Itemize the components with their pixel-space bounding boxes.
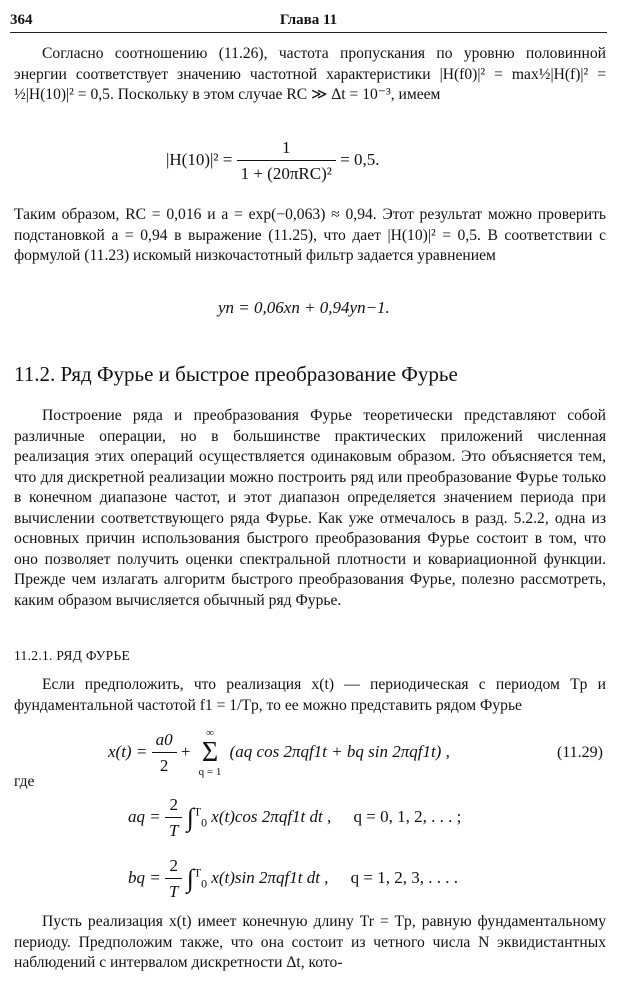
paragraph-2-text: Таким образом, RC = 0,016 и a = exp(−0,063) ≈ 0,94. Этот результат можно проверить подстановкой a = 0,94 в выражение (11.25), что дает |H(10)|² = 0,5. В соответствии с формулой (11.23) искомый низкочастотный фильтр задается уравнением [14, 206, 606, 264]
equation-5-denominator: T [168, 882, 179, 901]
paragraph-5-text: Пусть реализация x(t) имеет конечную длину Tr = Tp, равную фундаментальному периоду. Предположим также, что она состоит из четного числа N эквидистантных наблюдений с интервалом дискретности Δt, кото- [14, 913, 606, 971]
paragraph-1-text: Согласно соотношению (11.26), частота пропускания по уровню половинной энергии соответствует значению частотной характеристики |H(f0)|² = max½|H(f)|² = ½|H(10)|² = 0,5. Поскольку в этом случае RC ≫ Δt = 10⁻³, имеем [14, 45, 606, 103]
equation-number: (11.29) [556, 744, 603, 761]
equation-5-lhs: bq = [128, 867, 161, 887]
equation-4-fraction [165, 795, 182, 841]
equation-3 [108, 728, 450, 778]
equation-3-numerator: a0 [152, 730, 177, 753]
where-label: где [14, 773, 35, 790]
paragraph-4 [14, 675, 606, 716]
integral-symbol: ∫ [186, 864, 194, 893]
equation-5 [128, 856, 458, 902]
equation-3-fraction [152, 730, 177, 776]
equation-5-fraction [165, 856, 182, 902]
equation-4-body: x(t)cos 2πqf1t dt , [211, 806, 332, 826]
equation-1 [166, 138, 379, 184]
integral-lower-limit: 0 [201, 815, 208, 830]
equation-5-numerator: 2 [165, 856, 182, 879]
integral-upper-limit: T [193, 865, 202, 880]
paragraph-5 [14, 912, 606, 974]
equation-1-fraction [237, 138, 336, 184]
integral-symbol: ∫ [186, 803, 194, 832]
equation-4 [128, 795, 461, 841]
paragraph-1 [14, 44, 606, 106]
equation-3-denominator: 2 [159, 756, 169, 775]
chapter-title: Глава 11 [279, 12, 338, 28]
equation-2-text: yn = 0,06xn + 0,94yn−1. [218, 298, 390, 317]
equation-1-numerator: 1 [237, 138, 336, 161]
subsection-title: 11.2.1. РЯД ФУРЬЕ [14, 648, 131, 663]
equation-3-lhs: x(t) = [108, 741, 148, 761]
equation-5-range: q = 1, 2, 3, . . . . [350, 867, 459, 887]
paragraph-3-text: Построение ряда и преобразования Фурье теоретически представляют собой различные операции, но в большинстве практических приложений численная реализация этих операций осуществляется одинаковым образом. Это объясняется тем, что для дискретной реализации можно построить ряд или преобразование Фурье только в конечном диапазоне частот, и этот диапазон определяется значением периода при вычислении соответствующего ряда Фурье. Как уже отмечалось в разд. 5.2.2, одна из основных причин использования быстрого преобразования Фурье состоит в том, что оно позволяет получить оценки спектральной плотности и ковариационной функции. Прежде чем излагать алгоритм быстрого преобразования Фурье, полезно рассмотреть, каким образом вычисляется обычный ряд Фурье. [14, 407, 606, 609]
equation-4-range: q = 0, 1, 2, . . . ; [353, 806, 462, 826]
summation-lower-limit: q = 1 [198, 766, 222, 778]
summation-symbol: ∞ Σ q = 1 [198, 727, 222, 778]
integral-lower-limit: 0 [201, 876, 208, 891]
paragraph-3 [14, 406, 606, 611]
equation-2 [218, 298, 390, 318]
section-title: 11.2. Ряд Фурье и быстрое преобразование Фурье [14, 362, 458, 386]
page-number: 364 [10, 12, 33, 28]
equation-3-body: (aq cos 2πqf1t + bq sin 2πqf1t) , [229, 741, 450, 761]
equation-3-plus: + [180, 741, 191, 761]
integral-upper-limit: T [193, 804, 202, 819]
equation-1-denominator: 1 + (20πRC)² [240, 164, 332, 183]
paragraph-2 [14, 205, 606, 267]
equation-4-denominator: T [168, 821, 179, 840]
page-header [10, 6, 607, 33]
equation-1-rhs: = 0,5. [340, 149, 380, 169]
equation-1-lhs: |H(10)|² = [166, 149, 233, 169]
paragraph-4-text: Если предположить, что реализация x(t) — периодическая с периодом Tp и фундаментальной частотой f1 = 1/Tp, то ее можно представить рядом Фурье [14, 676, 606, 714]
equation-4-numerator: 2 [165, 795, 182, 818]
equation-5-body: x(t)sin 2πqf1t dt , [211, 867, 329, 887]
equation-4-lhs: aq = [128, 806, 161, 826]
summation-upper-limit: ∞ [206, 727, 214, 739]
